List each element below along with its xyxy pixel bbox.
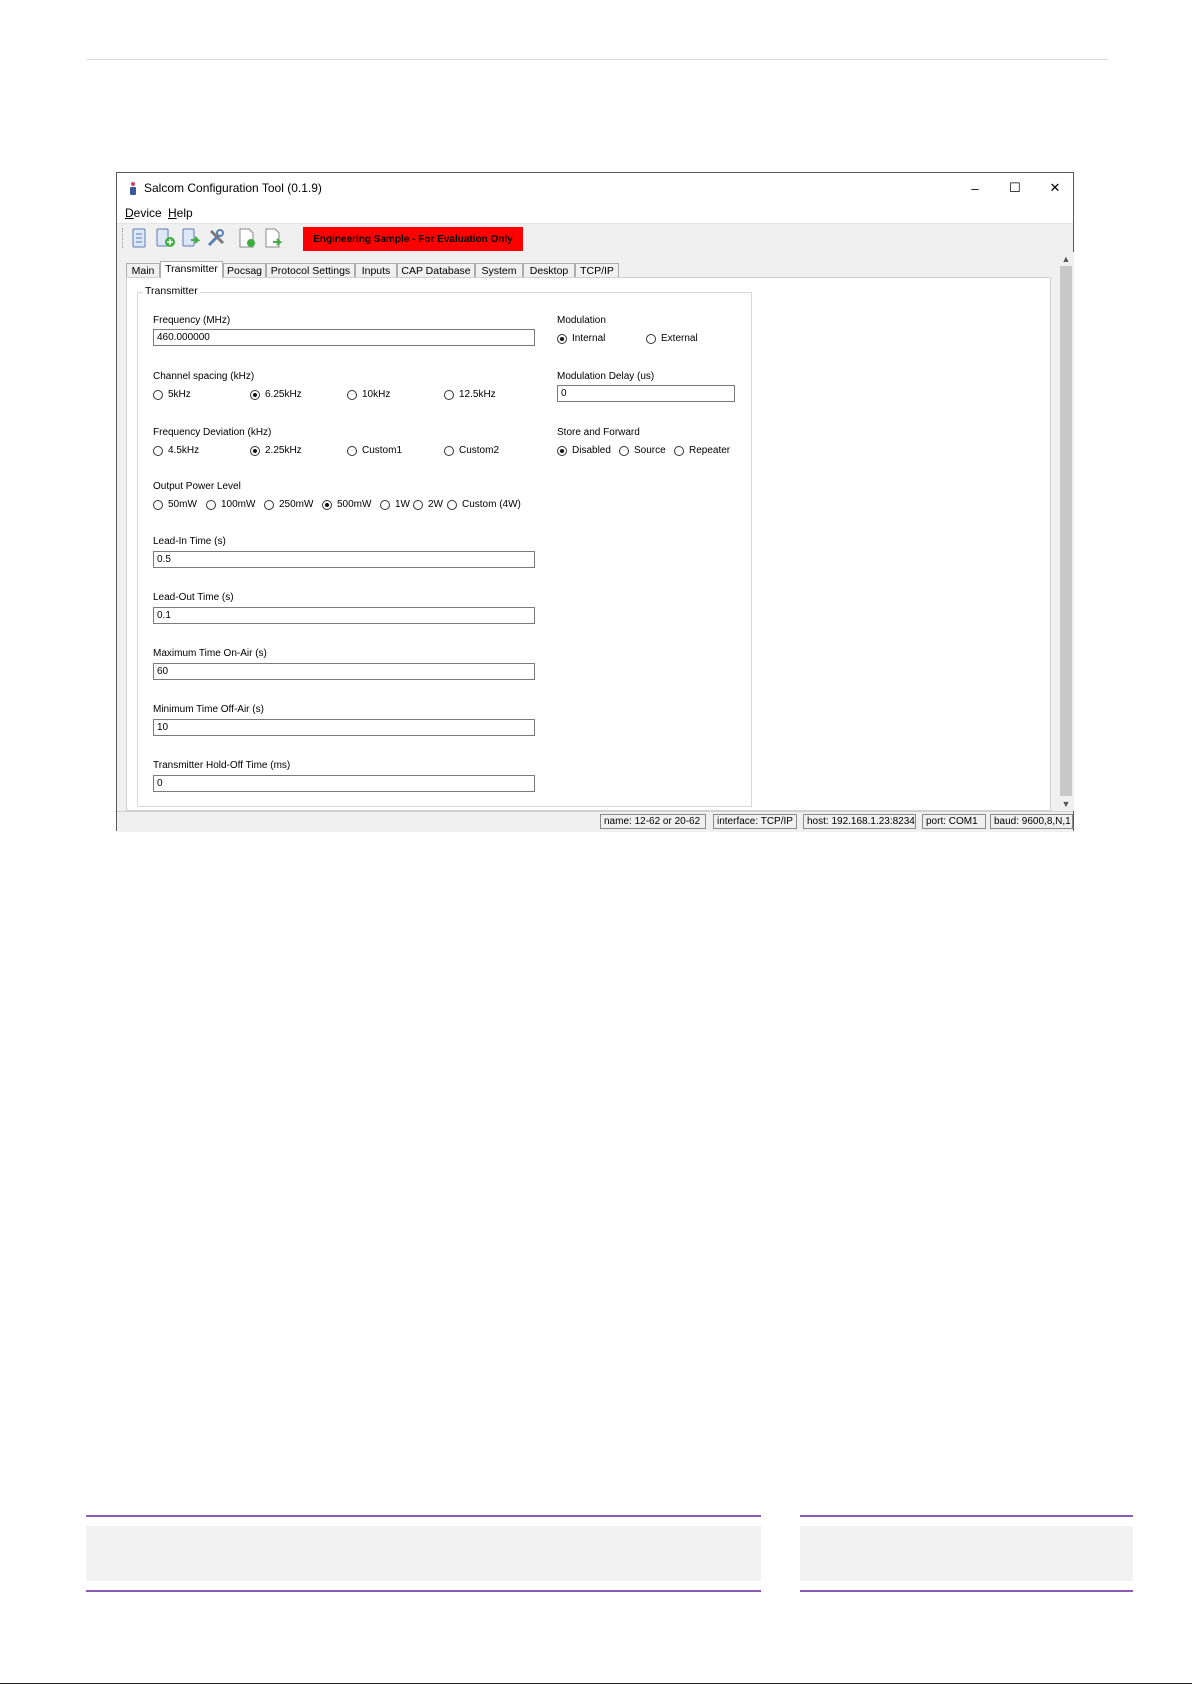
deviation-custom1[interactable] (347, 445, 402, 456)
tab-desktop[interactable]: Desktop (523, 263, 575, 277)
device-icon[interactable] (128, 227, 150, 249)
frequency-deviation-label: Frequency Deviation (kHz) (153, 427, 272, 438)
min-time-label: Minimum Time Off-Air (s) (153, 704, 264, 715)
device-write-icon[interactable] (180, 227, 202, 249)
toolbar (117, 223, 1073, 253)
modulation-internal[interactable] (557, 333, 605, 344)
menu-bar (117, 203, 1073, 223)
radio-button[interactable] (646, 334, 656, 344)
channel-spacing-label: Channel spacing (kHz) (153, 371, 255, 382)
minimize-button[interactable]: – (971, 180, 979, 196)
radio-label: 250mW (279, 499, 314, 510)
power-custom-4w[interactable] (447, 499, 521, 510)
radio-label: 4.5kHz (168, 445, 200, 456)
lead-in-input[interactable]: 0.5 (153, 551, 535, 568)
status-bar (117, 811, 1073, 832)
maximize-button[interactable]: ☐ (1009, 180, 1021, 195)
status-port: port: COM1 (922, 814, 986, 829)
radio-button[interactable] (380, 500, 390, 510)
page-bottom-rule (0, 1683, 1192, 1684)
engineering-sample-banner: Engineering Sample - For Evaluation Only (303, 227, 523, 251)
radio-label: Disabled (572, 445, 611, 456)
footer-box-fill (800, 1526, 1133, 1581)
radio-label: 100mW (221, 499, 256, 510)
tools-icon[interactable] (205, 227, 227, 249)
file-export-icon[interactable] (262, 227, 284, 249)
footer-box-left (86, 1515, 761, 1592)
tab-protocol-settings[interactable]: Protocol Settings (266, 263, 355, 277)
radio-label: Source (634, 445, 666, 456)
tab-pocsag[interactable]: Pocsag (223, 263, 266, 277)
power-1w[interactable] (380, 499, 410, 510)
menu-device-label: evice (133, 206, 162, 220)
radio-label: Custom (4W) (462, 499, 521, 510)
tab-transmitter[interactable]: Transmitter (160, 261, 223, 278)
group-title: Transmitter (145, 285, 198, 297)
power-500mw[interactable] (322, 499, 371, 510)
radio-button[interactable] (447, 500, 457, 510)
channel-spacing-6-25khz[interactable] (250, 389, 302, 400)
max-time-label: Maximum Time On-Air (s) (153, 648, 267, 659)
frequency-input[interactable]: 460.000000 (153, 329, 535, 346)
radio-button[interactable] (674, 446, 684, 456)
radio-button[interactable] (619, 446, 629, 456)
menu-device-key: D (125, 206, 134, 220)
frequency-label: Frequency (MHz) (153, 315, 231, 326)
transmitter-tab-page (126, 277, 1051, 811)
scroll-up-icon[interactable]: ▲ (1061, 254, 1071, 264)
radio-button[interactable] (153, 446, 163, 456)
tab-tcp-ip[interactable]: TCP/IP (575, 263, 619, 277)
modulation-delay-input[interactable]: 0 (557, 385, 735, 402)
transmitter-group (137, 285, 752, 807)
status-baud: baud: 9600,8,N,1 (990, 814, 1073, 829)
tab-inputs[interactable]: Inputs (355, 263, 397, 277)
radio-button-selected[interactable] (557, 334, 567, 344)
status-name: name: 12-62 or 20-62 (600, 814, 706, 829)
scroll-down-icon[interactable]: ▼ (1061, 799, 1071, 809)
radio-label: External (661, 333, 698, 344)
scroll-thumb[interactable] (1060, 266, 1072, 796)
channel-spacing-10khz[interactable] (347, 389, 390, 400)
vertical-scrollbar[interactable] (1058, 252, 1074, 811)
content-area (117, 252, 1058, 811)
menu-help-label: elp (176, 206, 193, 220)
radio-button-selected[interactable] (557, 446, 567, 456)
radio-label: 10kHz (362, 389, 391, 400)
store-forward-source[interactable] (619, 445, 666, 456)
radio-label: 2.25kHz (265, 445, 302, 456)
radio-label: 12.5kHz (459, 389, 496, 400)
window-title: Salcom Configuration Tool (0.1.9) (144, 181, 322, 195)
app-window (116, 172, 1074, 831)
page-top-rule (86, 59, 1108, 60)
radio-label: 1W (395, 499, 410, 510)
radio-button[interactable] (347, 390, 357, 400)
radio-button[interactable] (444, 446, 454, 456)
radio-button[interactable] (206, 500, 216, 510)
channel-spacing-5khz[interactable] (153, 389, 191, 400)
deviation-custom2[interactable] (444, 445, 499, 456)
power-250mw[interactable] (264, 499, 313, 510)
radio-button[interactable] (444, 390, 454, 400)
radio-button-selected[interactable] (322, 500, 332, 510)
device-read-icon[interactable] (154, 227, 176, 249)
max-time-input[interactable]: 60 (153, 663, 535, 680)
modulation-delay-label: Modulation Delay (us) (557, 371, 655, 382)
radio-label: 50mW (168, 499, 197, 510)
radio-label: Custom1 (362, 445, 403, 456)
file-new-icon[interactable] (236, 227, 258, 249)
tab-system[interactable]: System (475, 263, 523, 277)
app-icon (127, 180, 139, 196)
menu-device[interactable] (125, 206, 162, 220)
radio-label: 2W (428, 499, 443, 510)
menu-help-key: H (168, 206, 177, 220)
radio-label: Repeater (689, 445, 731, 456)
status-interface: interface: TCP/IP (713, 814, 797, 829)
output-power-label: Output Power Level (153, 481, 241, 492)
radio-label: 5kHz (168, 389, 191, 400)
radio-label: 500mW (337, 499, 372, 510)
radio-button[interactable] (413, 500, 423, 510)
footer-box-right (800, 1515, 1133, 1592)
deviation-2-25khz[interactable] (250, 445, 302, 456)
radio-button[interactable] (153, 390, 163, 400)
power-50mw[interactable] (153, 499, 197, 510)
toolbar-grip[interactable] (122, 228, 125, 248)
deviation-4-5khz[interactable] (153, 445, 199, 456)
store-forward-repeater[interactable] (674, 445, 730, 456)
power-2w[interactable] (413, 499, 443, 510)
modulation-label: Modulation (557, 315, 606, 326)
radio-label: 6.25kHz (265, 389, 302, 400)
radio-label: Internal (572, 333, 606, 344)
lead-out-label: Lead-Out Time (s) (153, 592, 234, 603)
holdoff-input[interactable]: 0 (153, 775, 535, 792)
tab-main[interactable]: Main (126, 263, 160, 277)
title-bar (117, 173, 1073, 203)
radio-label: Custom2 (459, 445, 500, 456)
store-forward-label: Store and Forward (557, 427, 640, 438)
tab-cap-database[interactable]: CAP Database (397, 263, 475, 277)
radio-button[interactable] (264, 500, 274, 510)
min-time-input[interactable]: 10 (153, 719, 535, 736)
footer-box-fill (86, 1526, 761, 1581)
holdoff-label: Transmitter Hold-Off Time (ms) (153, 760, 291, 771)
radio-button[interactable] (153, 500, 163, 510)
radio-button-selected[interactable] (250, 446, 260, 456)
lead-out-input[interactable]: 0.1 (153, 607, 535, 624)
power-100mw[interactable] (206, 499, 255, 510)
radio-button[interactable] (347, 446, 357, 456)
status-host: host: 192.168.1.23:8234 (803, 814, 916, 829)
modulation-external[interactable] (646, 333, 698, 344)
radio-button-selected[interactable] (250, 390, 260, 400)
channel-spacing-12-5khz[interactable] (444, 389, 496, 400)
menu-help[interactable] (168, 206, 193, 220)
lead-in-label: Lead-In Time (s) (153, 536, 226, 547)
close-button[interactable]: ✕ (1049, 180, 1061, 195)
store-forward-disabled[interactable] (557, 445, 611, 456)
